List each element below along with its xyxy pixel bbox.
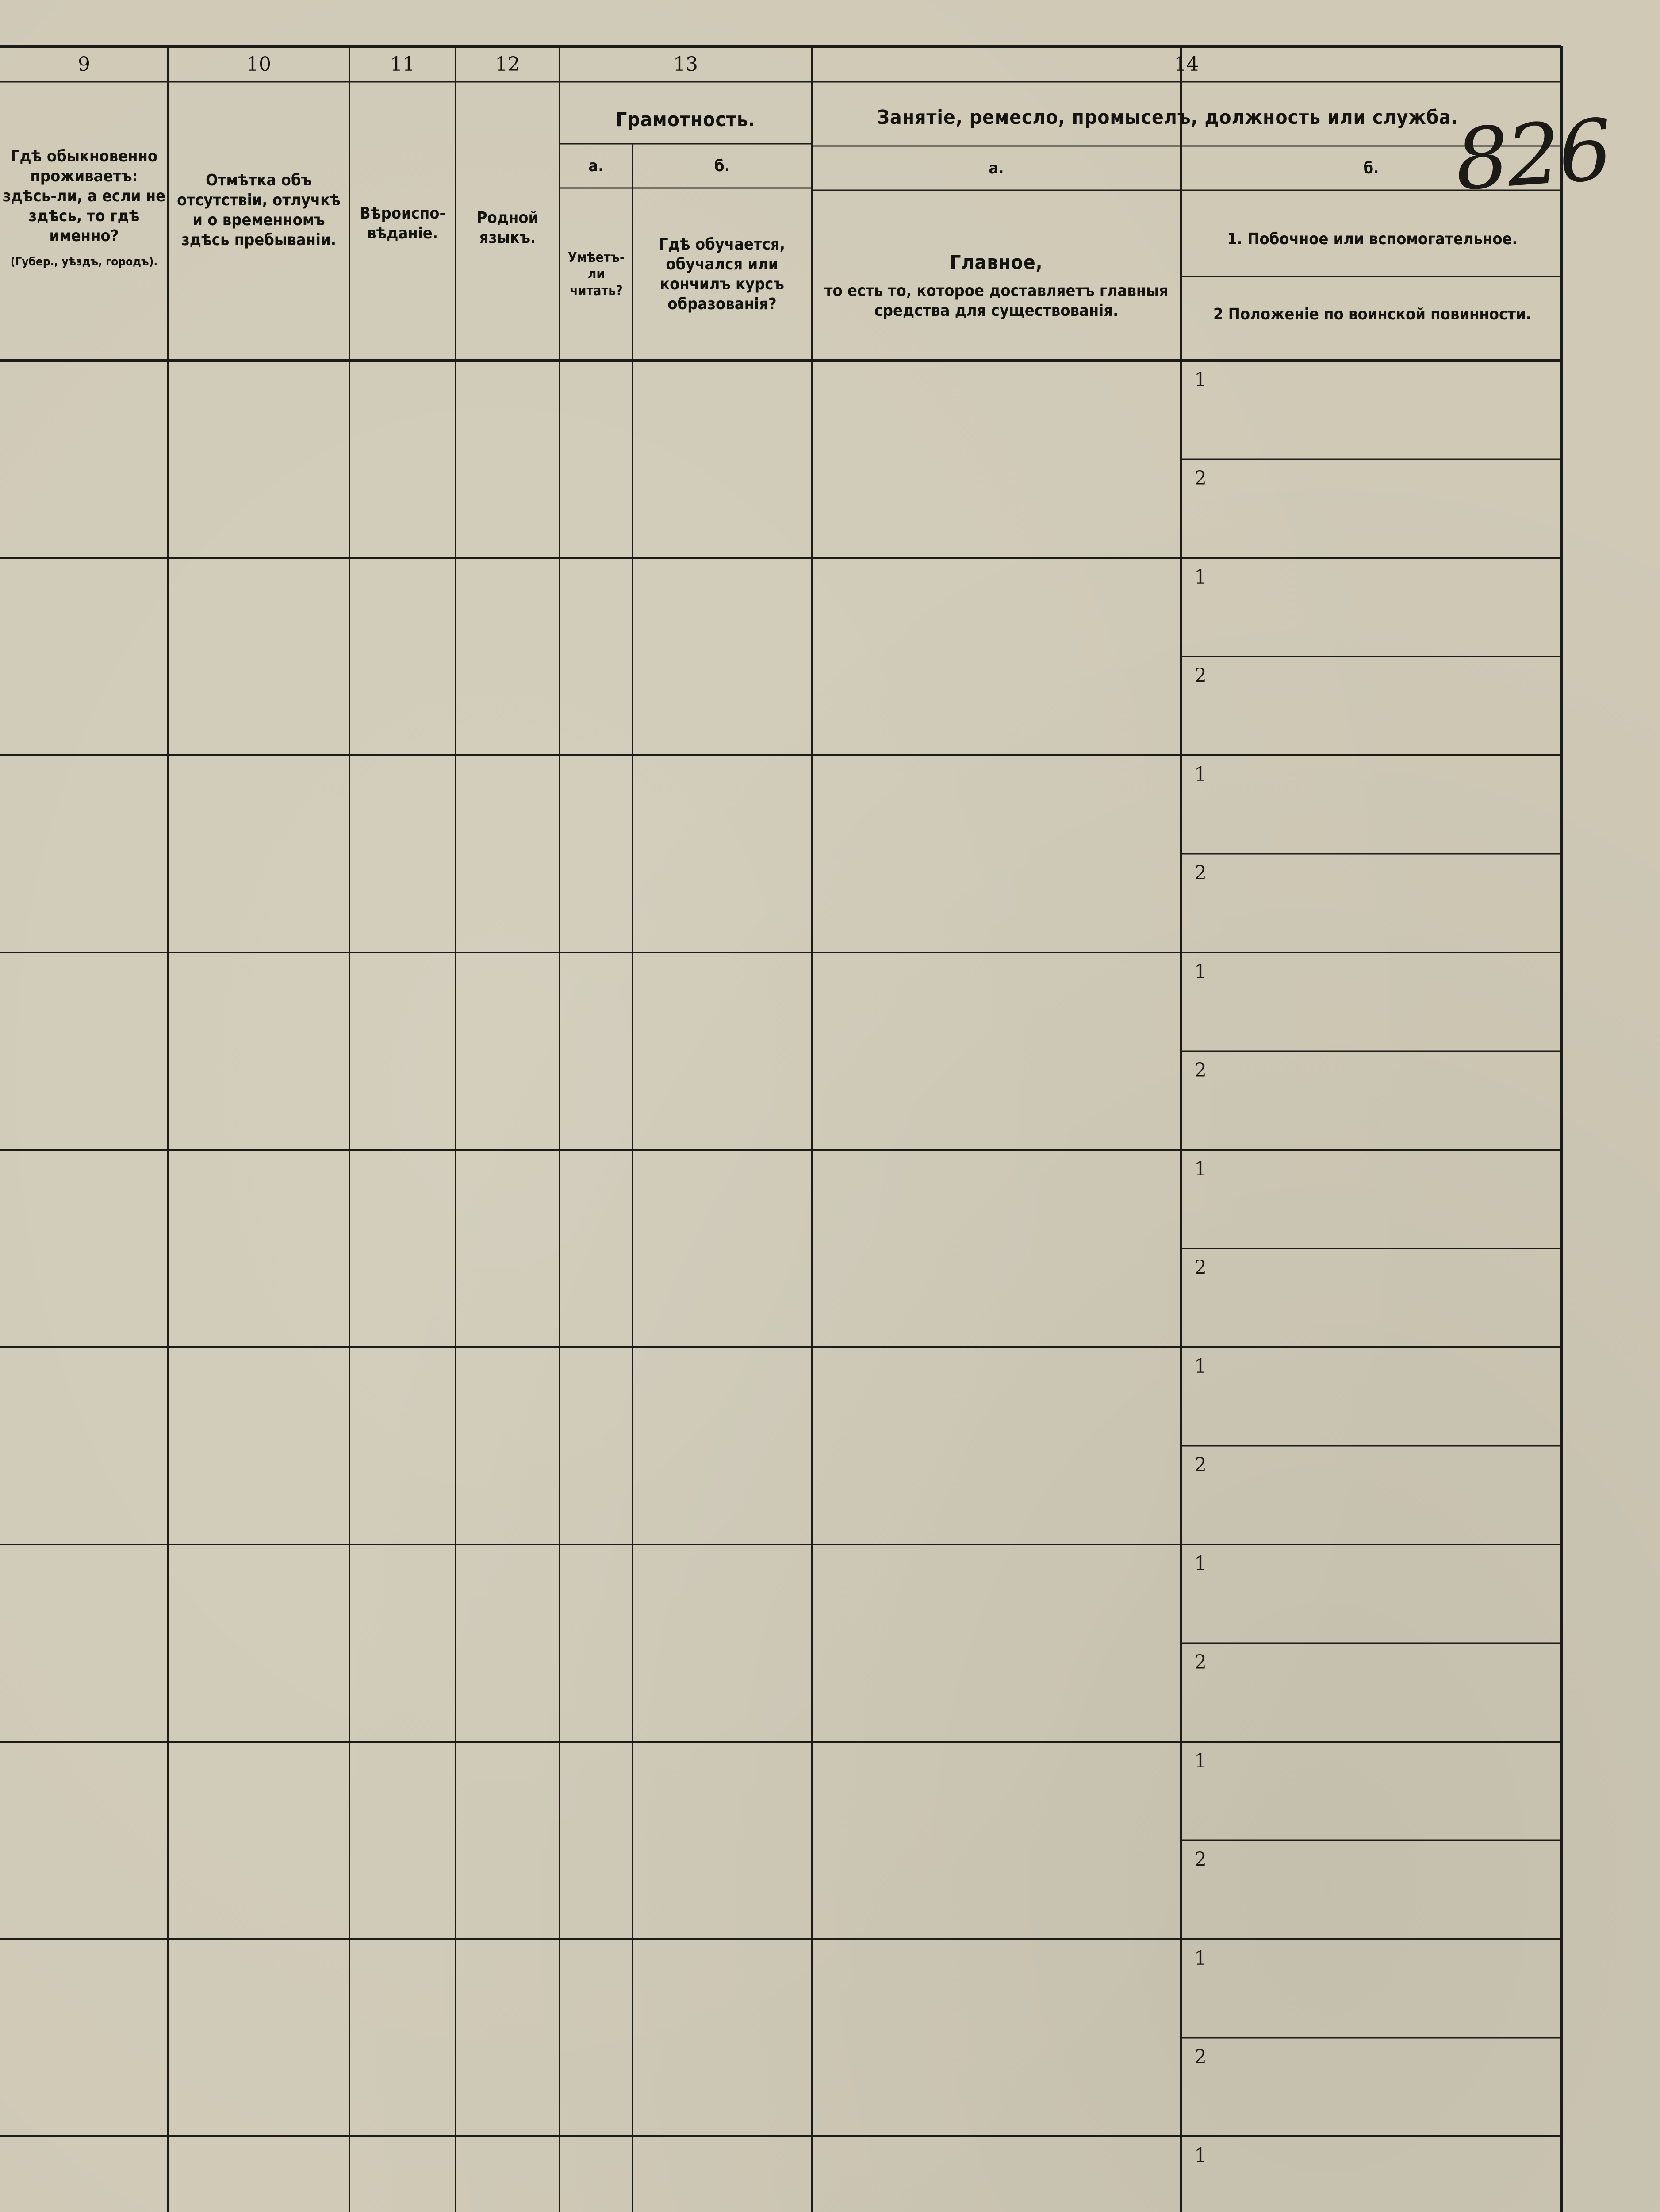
page-number-handwritten: 826 <box>1452 101 1614 209</box>
col-9-note: (Губер., уѣздъ, городъ). <box>10 255 158 269</box>
col-14a-title <box>816 223 1177 347</box>
col-13-number: 13 <box>673 53 698 76</box>
row-sub-label: 1 <box>1194 1750 1207 1772</box>
row-sub-label: 1 <box>1194 2144 1207 2167</box>
col-14b-letter: б. <box>1363 159 1379 177</box>
row-sub-label: 1 <box>1194 763 1207 786</box>
row-sub-label: 1 <box>1194 1552 1207 1575</box>
col-14b-item2: 2 Положеніе по воинской повинности. <box>1213 305 1531 323</box>
col-14a-main: Главное, <box>950 251 1043 274</box>
row-sub-label: 1 <box>1194 960 1207 983</box>
table-grid-lines <box>0 46 1575 2212</box>
row-sub-label: 1 <box>1194 369 1207 391</box>
col-14a-sub: то есть то, которое доставляетъ главныя средства для существованія. <box>824 281 1169 320</box>
col-12-title: Родной языкъ. <box>476 209 539 247</box>
col-13a-title: Умѣетъ-ли читать? <box>567 250 625 299</box>
col-14-title: Занятіе, ремесло, промыселъ, должность или служба. <box>877 106 1459 129</box>
col-13b-letter: б. <box>714 157 730 175</box>
row-sub-label: 1 <box>1194 566 1207 588</box>
row-sub-label: 2 <box>1194 467 1207 490</box>
col-10-number: 10 <box>246 53 271 76</box>
row-sub-label: 2 <box>1194 1256 1207 1279</box>
row-sub-label: 2 <box>1194 664 1207 687</box>
row-sub-label: 1 <box>1194 1947 1207 1970</box>
col-14a-letter: а. <box>989 159 1004 177</box>
col-14-number: 14 <box>1174 53 1199 76</box>
row-sub-label: 2 <box>1194 1059 1207 1082</box>
col-9-title <box>2 104 166 312</box>
col-13b-title: Гдѣ обучается, обучался или кончилъ курсъ образованія? <box>659 235 785 313</box>
col-9-question: Гдѣ обыкновенно проживаетъ: здѣсь-ли, а если не здѣсь, то гдѣ именно? <box>2 147 166 246</box>
row-sub-label: 2 <box>1194 2046 1207 2068</box>
row-sub-label: 2 <box>1194 1454 1207 1476</box>
col-14b-item1: 1. Побочное или вспомогательное. <box>1227 230 1518 248</box>
col-12-number: 12 <box>495 53 520 76</box>
col-10-title: Отмѣтка объ отсутствіи, отлучкѣ и о временномъ здѣсь пребываніи. <box>177 171 341 249</box>
col-11-number: 11 <box>390 53 415 76</box>
col-13-title: Грамотность. <box>616 108 755 131</box>
col-13a-letter: а. <box>588 157 604 175</box>
row-sub-label: 2 <box>1194 1651 1207 1674</box>
row-sub-label: 2 <box>1194 1848 1207 1871</box>
col-11-title: Вѣроиспо-вѣданіе. <box>360 204 445 242</box>
row-sub-label: 1 <box>1194 1158 1207 1180</box>
row-sub-label: 1 <box>1194 1355 1207 1378</box>
census-table <box>0 46 1575 2212</box>
col-9-number: 9 <box>78 53 90 76</box>
row-sub-label: 2 <box>1194 862 1207 884</box>
